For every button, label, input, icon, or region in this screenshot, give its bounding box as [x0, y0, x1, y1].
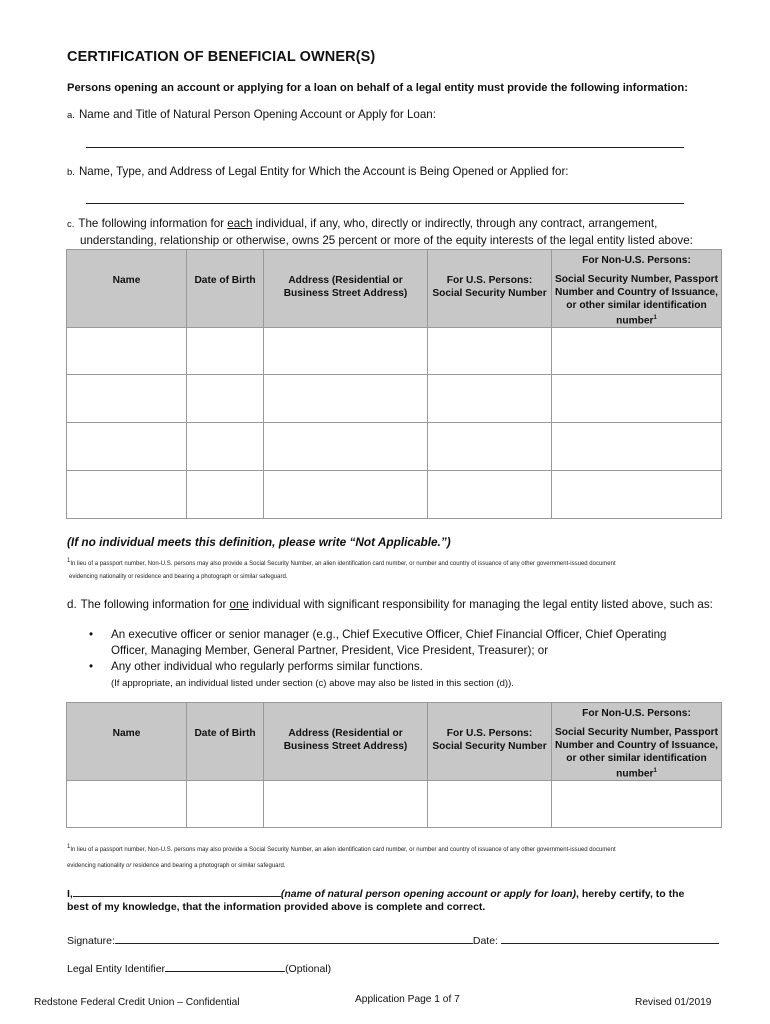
- table-cell[interactable]: [428, 375, 552, 423]
- footer-revision: Revised 01/2019: [635, 997, 712, 1008]
- section-b-text: Name, Type, and Address of Legal Entity for Which the Account is Being Opened or Applied for:: [78, 165, 569, 178]
- section-c-text-before: The following information for: [78, 217, 228, 230]
- table-cell[interactable]: [67, 471, 187, 519]
- col-dob-header: Date of Birth: [187, 703, 264, 781]
- table-row: [67, 781, 722, 828]
- table-cell[interactable]: [264, 781, 428, 828]
- legal-entity-row: [67, 960, 331, 975]
- section-d-label: d.: [67, 598, 77, 611]
- col-nonus-header: For Non-U.S. Persons: Social Security Number, Passport Number and Country of Issuance, or other similar identification number$^1$: [552, 250, 722, 328]
- legal-entity-optional: (Optional): [285, 963, 332, 975]
- table-cell[interactable]: [187, 375, 264, 423]
- table-header-row: [67, 250, 722, 328]
- footer-page-number: Application Page 1 of 7: [355, 994, 460, 1005]
- not-applicable-note: (If no individual meets this definition, please write “Not Applicable.”): [67, 535, 451, 549]
- table-cell[interactable]: [67, 375, 187, 423]
- table-row: [67, 375, 722, 423]
- list-item: • Any other individual who regularly performs similar functions.: [89, 660, 423, 673]
- table-cell[interactable]: [428, 423, 552, 471]
- section-d-text-after: individual with significant responsibility for managing the legal entity listed above, such as:: [248, 598, 713, 611]
- table-cell[interactable]: [264, 375, 428, 423]
- date-label: Date:: [472, 935, 498, 947]
- table-cell[interactable]: [428, 781, 552, 828]
- non-us-heading: For Non-U.S. Persons:: [582, 255, 691, 266]
- table-cell[interactable]: [67, 781, 187, 828]
- beneficial-owners-table: [66, 249, 722, 519]
- table-cell[interactable]: [264, 471, 428, 519]
- table-cell[interactable]: [67, 423, 187, 471]
- col-nonus-header: For Non-U.S. Persons: Social Security Number, Passport Number and Country of Issuance, or other similar identification number$^1$: [552, 703, 722, 781]
- table-cell[interactable]: [428, 471, 552, 519]
- section-c-line2: understanding, relationship or otherwise, owns 25 percent or more of the equity interests of the legal entity listed above:: [80, 234, 693, 247]
- section-a-label: a.: [67, 110, 75, 121]
- col-dob-header: Date of Birth: [187, 250, 264, 328]
- bullet-icon: •: [89, 628, 94, 641]
- certification-statement: I, (name of natural person opening account or apply for loan), hereby certify, to the best of my knowledge, that the information provided above is complete and correct.: [67, 885, 707, 914]
- list-item: • An executive officer or senior manager (e.g., Chief Executive Officer, Chief Financial Officer, Chief Operating Officer, Managing Member, General Partner, President, Vice President, Treasurer); or: [89, 628, 667, 657]
- footnote-1: $^1$In lieu of a passport number, Non-U.S. persons may also provide a Social Security Number, an alien identification card number, or number and country of issuance of any other government-issued document evidencing nationality or residence and bearing a photograph or similar safeguard.: [67, 558, 616, 580]
- bullet-icon: •: [89, 660, 94, 673]
- section-c-text-after: individual, if any, who, directly or indirectly, through any contract, arrangement,: [252, 217, 658, 230]
- footnote-2: $^1$In lieu of a passport number, Non-U.S. persons may also provide a Social Security Number, an alien identification card number, or number and country of issuance of any other government-issued document evidencing nationality or residence and bearing a photograph or similar safeguard.: [67, 844, 616, 869]
- table-cell[interactable]: [187, 423, 264, 471]
- col-us-header: For U.S. Persons: Social Security Number: [428, 250, 552, 328]
- section-d: [67, 598, 713, 611]
- signature-line[interactable]: [115, 932, 473, 944]
- table-cell[interactable]: [187, 328, 264, 375]
- col-name-header: Name: [67, 703, 187, 781]
- legal-entity-line[interactable]: [165, 960, 285, 972]
- signature-row: [67, 932, 719, 947]
- section-c-line1: [67, 216, 693, 233]
- table-cell[interactable]: [187, 471, 264, 519]
- bullet-list: [89, 627, 666, 692]
- legal-entity-label: Legal Entity Identifier: [67, 963, 166, 975]
- managing-individual-table: [66, 702, 722, 828]
- col-name-header: Name: [67, 250, 187, 328]
- col-us-header: For U.S. Persons: Social Security Number: [428, 703, 552, 781]
- section-c-label: c.: [67, 219, 75, 230]
- section-d-text-before: The following information for: [80, 598, 230, 611]
- intro-text: Persons opening an account or applying for a loan on behalf of a legal entity must provide the following information:: [67, 82, 688, 94]
- non-us-heading: For Non-U.S. Persons:: [582, 708, 691, 719]
- table-cell[interactable]: [264, 328, 428, 375]
- section-a-text: Name and Title of Natural Person Opening Account or Apply for Loan:: [78, 108, 436, 121]
- table-cell[interactable]: [552, 423, 722, 471]
- table-cell[interactable]: [552, 471, 722, 519]
- table-cell[interactable]: [552, 328, 722, 375]
- table-row: [67, 328, 722, 375]
- table-cell[interactable]: [552, 375, 722, 423]
- table-row: [67, 471, 722, 519]
- col-address-header: Address (Residential or Business Street Address): [264, 703, 428, 781]
- footer-left: Redstone Federal Credit Union – Confidential: [34, 997, 240, 1008]
- table-cell[interactable]: [264, 423, 428, 471]
- table-header-row: [67, 703, 722, 781]
- section-c-emphasis: each: [227, 217, 253, 230]
- table-row: [67, 423, 722, 471]
- table-cell[interactable]: [187, 781, 264, 828]
- section-a-input-line[interactable]: [86, 147, 684, 148]
- signature-label: Signature:: [67, 935, 115, 947]
- section-b-input-line[interactable]: [86, 203, 684, 204]
- section-a: [67, 108, 436, 121]
- section-d-emphasis: one: [229, 598, 249, 611]
- table-cell[interactable]: [428, 328, 552, 375]
- table-cell[interactable]: [552, 781, 722, 828]
- section-d-note: (If appropriate, an individual listed under section (c) above may also be listed in this section (d)).: [111, 678, 514, 689]
- section-b-label: b.: [67, 167, 75, 178]
- col-address-header: Address (Residential or Business Street Address): [264, 250, 428, 328]
- section-b: [67, 165, 569, 178]
- certifier-name-line[interactable]: [73, 885, 281, 897]
- page-title: CERTIFICATION OF BENEFICIAL OWNER(S): [67, 49, 376, 65]
- table-cell[interactable]: [67, 328, 187, 375]
- section-c: [67, 216, 693, 249]
- date-line[interactable]: [501, 932, 719, 944]
